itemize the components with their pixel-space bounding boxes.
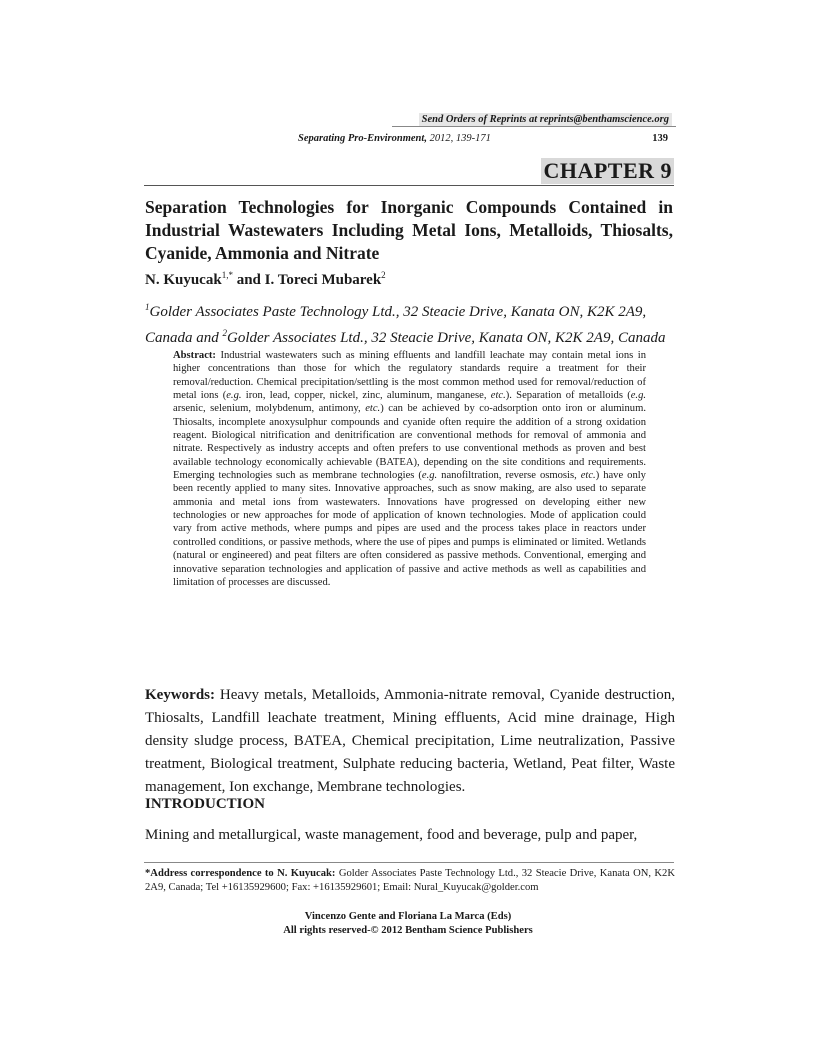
author-1-marker: 1,*	[221, 270, 233, 280]
author-2: I. Toreci Mubarek	[264, 272, 382, 288]
rights-line: All rights reserved-© 2012 Bentham Science Publishers	[283, 925, 533, 936]
chapter-title: Separation Technologies for Inorganic Compounds Contained in Industrial Wastewaters Including Metal Ions, Metalloids, Thiosalts, Cyanide, Ammonia and Nitrate	[145, 197, 673, 263]
keywords-list: Heavy metals, Metalloids, Ammonia-nitrate removal, Cyanide destruction, Thiosalts, Landfill leachate treatment, Mining effluents, Acid mine drainage, High density sludge process, BATEA, Chemical precipitation, Lime neutralization, Passive treatment, Biological treatment, Sulphate reducing bacteria, Wetland, Peat filter, Waste management, Ion exchange, Membrane technologies.	[145, 687, 675, 795]
abstract-label: Abstract:	[173, 350, 216, 361]
abstract-italic: e.g.	[226, 390, 242, 402]
correspondence-footnote	[145, 867, 675, 895]
abstract	[173, 349, 646, 589]
abstract-text: iron, lead, copper, nickel, zinc, aluminum, manganese,	[241, 390, 491, 402]
abstract-text: ) have only been recently applied to many sites. Innovative approaches, such as snow making, are also used to separate ammonia and metal ions from wastewaters. Innovations have progressed on developing either new technologies or new approaches for mode of application of known technologies. Mode of application could vary from active methods, where pumps and pipes are used and the process takes place in reactors under controlled conditions, or passive methods, where the use of pipes and pumps is eliminated or limited. Wetlands (natural or engineered) and peat filters are often considered as passive methods. Conventional, emerging and innovative separation technologies and application of passive and active methods as well as capabilities and limitation of processes are discussed.	[173, 470, 646, 588]
abstract-italic: etc.	[580, 470, 596, 482]
journal-name: Separating Pro-Environment,	[298, 133, 427, 144]
author-separator: and	[232, 272, 265, 288]
footnote-label: *Address correspondence to N. Kuyucak:	[145, 868, 336, 879]
affiliation-2-marker: 2	[222, 328, 228, 338]
page-number: 139	[652, 133, 668, 144]
affiliation-1: Golder Associates Paste Technology Ltd., 32 Steacie Drive, Kanata ON, K2K 2A9, Canada and	[145, 304, 647, 346]
abstract-text: arsenic, selenium, molybdenum, antimony,	[173, 403, 366, 415]
keywords	[145, 684, 675, 799]
abstract-italic: e.g.	[630, 390, 647, 402]
footnote-divider	[144, 862, 674, 863]
affiliation-2: Golder Associates Ltd., 32 Steacie Drive, Kanata ON, K2K 2A9, Canada	[227, 330, 666, 346]
abstract-italic: etc.	[490, 390, 506, 402]
footnote-text: Golder Associates Paste Technology Ltd., 32 Steacie Drive, Kanata ON, K2K 2A9, Canada; Tel +16135929600; Fax: +16135929601; Email: Nural_Kuyucak@golder.com	[145, 868, 675, 893]
abstract-text: ). Separation of metalloids (	[505, 390, 631, 402]
publication-credits	[0, 910, 816, 938]
section-heading: INTRODUCTION	[145, 796, 266, 812]
abstract-text: Industrial wastewaters such as mining effluents and landfill leachate may contain metal ions in higher concentrations than those for which the regulatory standards require a treatment for their removal/reduction. Chemical precipitation/settling is the most common method used for removal/reduction of metal ions (	[173, 350, 646, 402]
author-2-marker: 2	[381, 270, 386, 280]
author-1: N. Kuyucak	[145, 272, 222, 288]
reprint-notice: Send Orders of Reprints at reprints@benthamscience.org	[419, 113, 672, 126]
chapter-divider	[144, 185, 674, 186]
intro-paragraph: Mining and metallurgical, waste management, food and beverage, pulp and paper,	[145, 827, 638, 843]
chapter-label: CHAPTER 9	[543, 158, 672, 183]
journal-citation	[298, 133, 491, 144]
header-divider	[392, 126, 676, 127]
abstract-italic: etc.	[365, 403, 381, 415]
affiliations	[145, 297, 675, 349]
abstract-text: ) can be achieved by co-adsorption onto iron or aluminum. Thiosalts, incomplete anoxysulphur compounds and cyanide often require the addition of a strong oxidation reagent. Biological nitrification and denitrification are conventional methods for removal of ammonia and nitrate. Respectively as industry accepts and often prefers to use conventional methods as proven and best available technology economically achievable (BATEA), depending on the site conditions and requirements. Emerging technologies such as membrane technologies (	[173, 403, 646, 482]
journal-year-pages: 2012, 139-171	[426, 133, 491, 144]
editors-line: Vincenzo Gente and Floriana La Marca (Eds)	[304, 911, 512, 922]
abstract-italic: e.g.	[421, 470, 438, 482]
keywords-label: Keywords:	[145, 687, 215, 703]
abstract-text: nanofiltration, reverse osmosis,	[437, 470, 581, 482]
authors	[145, 270, 386, 289]
affiliation-1-marker: 1	[145, 302, 150, 312]
